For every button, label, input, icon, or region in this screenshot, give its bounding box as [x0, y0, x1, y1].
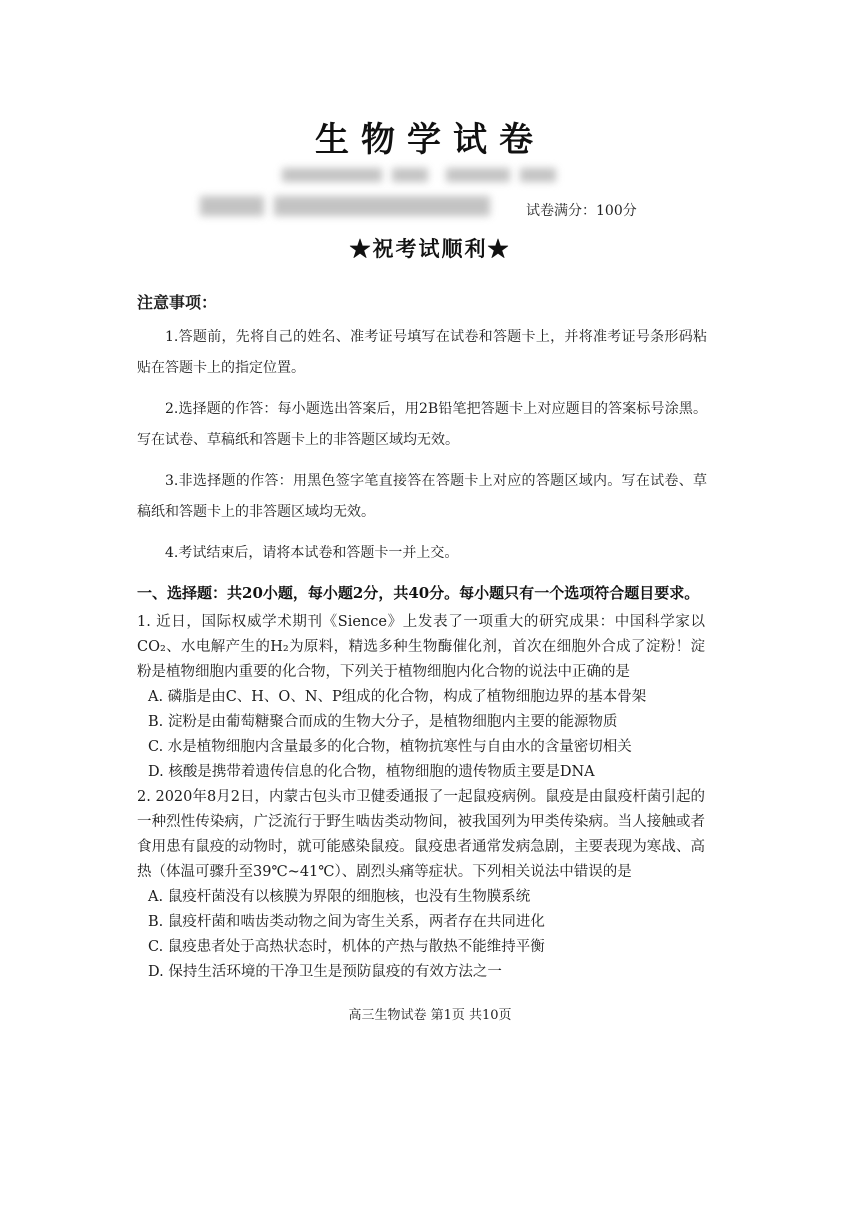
note-item: 1.答题前，先将自己的姓名、准考证号填写在试卷和答题卡上，并将准考证号条形码粘贴在答题卡上的指定位置。 — [137, 329, 707, 376]
question — [137, 785, 705, 985]
redacted-info-2 — [392, 168, 428, 182]
question — [137, 610, 705, 785]
option-b: B. 鼠疫杆菌和啮齿类动物之间为寄生关系，两者存在共同进化 — [148, 914, 545, 930]
question-list — [137, 610, 705, 985]
notes-list — [137, 322, 707, 579]
note-item: 4.考试结束后，请将本试卷和答题卡一并上交。 — [165, 545, 459, 561]
option-b: B. 淀粉是由葡萄糖聚合而成的生物大分子，是植物细胞内主要的能源物质 — [148, 714, 618, 730]
option-a: A. 磷脂是由C、H、O、N、P组成的化合物，构成了植物细胞边界的基本骨架 — [148, 689, 647, 705]
redacted-info-1 — [282, 168, 382, 182]
full-score-label: 试卷满分：100分 — [526, 203, 637, 219]
option-c: C. 鼠疫患者处于高热状态时，机体的产热与散热不能维持平衡 — [148, 939, 545, 955]
blessing-banner: ★祝考试顺利★ — [349, 236, 511, 261]
redacted-info-3 — [446, 168, 510, 182]
section-heading: 一、选择题：共20小题，每小题2分，共40分。每小题只有一个选项符合题目要求。 — [137, 584, 700, 602]
option-a: A. 鼠疫杆菌没有以核膜为界限的细胞核，也没有生物膜系统 — [148, 889, 531, 905]
option-c: C. 水是植物细胞内含量最多的化合物，植物抗寒性与自由水的含量密切相关 — [148, 739, 632, 755]
redacted-info-6 — [274, 196, 490, 216]
option-list — [148, 685, 705, 785]
page-title: 生物学试卷 — [315, 120, 545, 160]
option-list — [148, 885, 705, 985]
option-d: D. 保持生活环境的干净卫生是预防鼠疫的有效方法之一 — [148, 964, 502, 980]
note-item: 3.非选择题的作答：用黑色签字笔直接答在答题卡上对应的答题区域内。写在试卷、草稿纸和答题卡上的非答题区域均无效。 — [137, 473, 707, 520]
question-stem: 1. 近日，国际权威学术期刊《Sience》上发表了一项重大的研究成果：中国科学家以CO₂、水电解产生的H₂为原料，精选多种生物酶催化剂，首次在细胞外合成了淀粉！淀粉是植物细胞内重要的化合物，下列关于植物细胞内化合物的说法中正确的是 — [137, 614, 705, 680]
redacted-info-5 — [200, 196, 264, 216]
page-footer: 高三生物试卷 第1页 共10页 — [348, 1008, 512, 1023]
option-d: D. 核酸是携带着遗传信息的化合物，植物细胞的遗传物质主要是DNA — [148, 764, 595, 780]
notes-title: 注意事项： — [137, 293, 218, 312]
question-stem: 2. 2020年8月2日，内蒙古包头市卫健委通报了一起鼠疫病例。鼠疫是由鼠疫杆菌引起的一种烈性传染病，广泛流行于野生啮齿类动物间，被我国列为甲类传染病。当人接触或者食用患有鼠疫的动物时，就可能感染鼠疫。鼠疫患者通常发病急剧，主要表现为寒战、高热（体温可骤升至39℃~41℃）、剧烈头痛等症状。下列相关说法中错误的是 — [137, 789, 705, 880]
redacted-info-4 — [520, 168, 556, 182]
note-item: 2.选择题的作答：每小题选出答案后，用2B铅笔把答题卡上对应题目的答案标号涂黑。写在试卷、草稿纸和答题卡上的非答题区域均无效。 — [137, 401, 707, 448]
